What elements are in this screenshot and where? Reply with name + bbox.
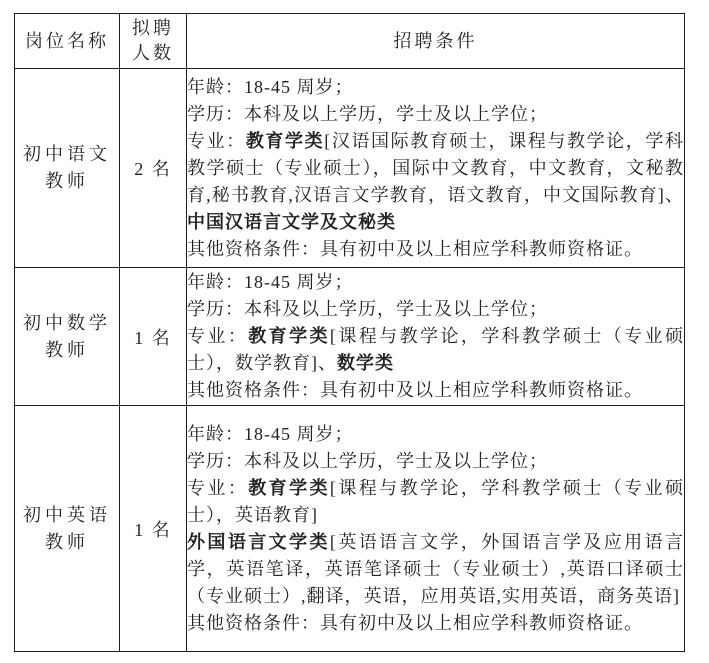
header-cell-1 — [120, 14, 187, 69]
condition-text: 学历：本科及以上学历，学士及以上学位； — [187, 450, 548, 471]
recruitment-table — [14, 13, 685, 652]
table-row — [15, 406, 685, 652]
condition-text: 学历：本科及以上学历，学士及以上学位； — [187, 103, 548, 124]
header-line: 人数 — [132, 43, 174, 63]
position-line: 教师 — [45, 531, 89, 552]
position-line: 教师 — [45, 171, 89, 191]
condition-text: [汉语国际教育硕士，课程与教学论，学科教学硕士（专业硕士），国际中文教育，中文教育，文秘教育,秘书教育,汉语言文学教育，语文教育，中文国际教育]、 — [187, 130, 685, 205]
condition-text: [英语语言文学，外国语言学及应用语言学，英语笔译，英语笔译硕士（专业硕士）,英语口译硕士（专业硕士）,翻译，英语，应用英语,实用英语，商务英语] — [187, 531, 684, 606]
condition-paragraph — [187, 529, 684, 610]
condition-paragraph — [187, 377, 684, 404]
condition-paragraph — [187, 421, 684, 448]
condition-paragraph — [187, 128, 684, 236]
condition-paragraph — [187, 296, 684, 323]
condition-paragraph — [187, 610, 684, 637]
condition-text: 学历：本科及以上学历，学士及以上学位； — [187, 299, 548, 319]
position-line: 初中英语 — [23, 504, 111, 525]
condition-paragraph — [187, 101, 684, 128]
table-row — [15, 69, 685, 268]
condition-paragraph — [187, 74, 684, 101]
count-cell: 1 名 — [120, 406, 187, 652]
header-line: 拟聘 — [132, 18, 174, 38]
count-cell: 1 名 — [120, 268, 187, 406]
condition-text-bold: 外国语言文学类 — [187, 531, 330, 552]
condition-text: 年龄：18-45 周岁； — [187, 272, 354, 292]
table-row — [15, 268, 685, 406]
condition-paragraph — [187, 448, 684, 475]
conditions-cell — [187, 69, 685, 268]
conditions-cell — [187, 268, 685, 406]
position-cell — [15, 69, 120, 268]
condition-text: [课程与教学论，学科教学硕士（专业硕士），数学教育]、 — [187, 326, 684, 373]
position-line: 初中数学 — [23, 312, 111, 333]
header-line: 招聘条件 — [393, 30, 478, 51]
position-line: 初中语文 — [23, 144, 111, 164]
condition-text: 其他资格条件：具有初中及以上相应学科教师资格证。 — [187, 238, 643, 259]
condition-text: 专业： — [187, 326, 249, 346]
table-header-row — [15, 14, 685, 69]
table-body — [15, 69, 685, 652]
position-cell — [15, 268, 120, 406]
condition-paragraph — [187, 323, 684, 377]
condition-text-bold: 中国汉语言文学及文秘类 — [187, 211, 396, 232]
position-line: 教师 — [45, 339, 89, 360]
conditions-cell — [187, 406, 685, 652]
condition-text-bold: 教育学类 — [248, 477, 330, 498]
condition-text: 专业： — [187, 477, 249, 498]
condition-text: 专业： — [187, 130, 246, 151]
condition-text-bold: 教育学类 — [248, 326, 330, 346]
condition-paragraph — [187, 475, 684, 529]
condition-text-bold: 数学类 — [337, 353, 394, 373]
header-line: 岗位名称 — [25, 30, 109, 51]
condition-text: 其他资格条件：具有初中及以上相应学科教师资格证。 — [187, 612, 643, 633]
header-cell-0 — [15, 14, 120, 69]
condition-text-bold: 教育学类 — [245, 130, 325, 151]
condition-text: 其他资格条件：具有初中及以上相应学科教师资格证。 — [187, 380, 643, 400]
condition-paragraph — [187, 269, 684, 296]
position-cell — [15, 406, 120, 652]
condition-text: 年龄：18-45 周岁； — [187, 423, 354, 444]
condition-text: [课程与教学论，学科教学硕士（专业硕士），英语教育] — [187, 477, 684, 525]
condition-paragraph — [187, 236, 684, 263]
condition-text: 年龄：18-45 周岁； — [187, 76, 354, 97]
count-cell: 2 名 — [120, 69, 187, 268]
header-cell-2 — [187, 14, 685, 69]
